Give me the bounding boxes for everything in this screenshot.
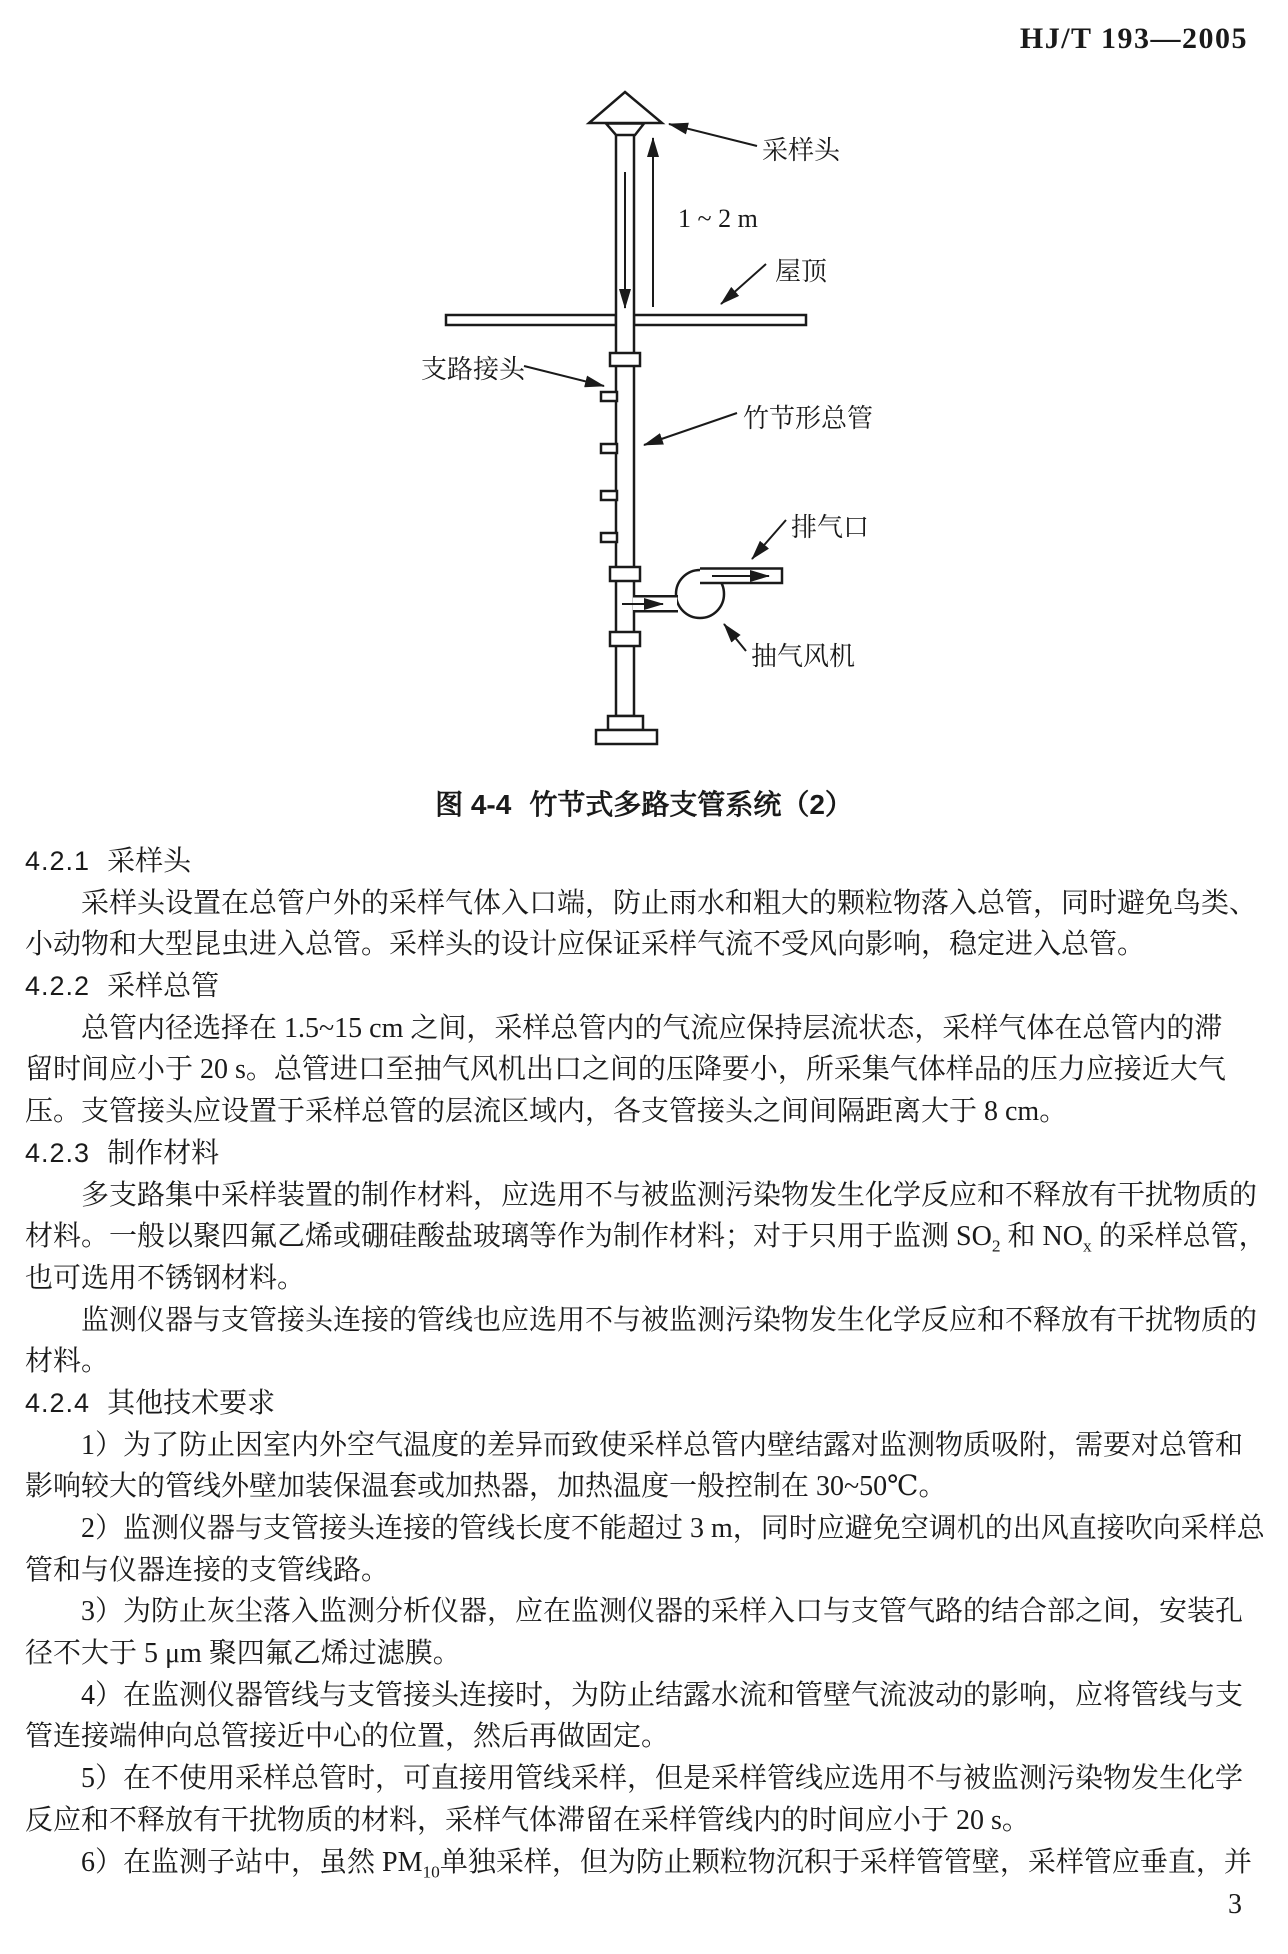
section-title: 采样总管 xyxy=(107,971,220,1003)
text-line: 留时间应小于 20 s。总管进口至抽气风机出口之间的压降要小，所采集气体样品的压力应接近大气 xyxy=(25,1054,1226,1086)
text-line: 多支路集中采样装置的制作材料，应选用不与被监测污染物发生化学反应和不释放有干扰物质的 xyxy=(81,1179,1258,1211)
text-line: 总管内径选择在 1.5~15 cm 之间，采样总管内的气流应保持层流状态，采样气体在总管内的滞 xyxy=(81,1012,1223,1044)
text-line: 径不大于 5 μm 聚四氟乙烯过滤膜。 xyxy=(25,1638,461,1670)
figure-4-4-diagram xyxy=(380,70,890,760)
text-line: 4）在监测仪器管线与支管接头连接时，为防止结露水流和管壁气流波动的影响，应将管线与支 xyxy=(81,1679,1244,1711)
doc-code: HJ/T 193—2005 xyxy=(1019,22,1248,55)
section-number: 4.2.3 xyxy=(25,1137,91,1168)
pedestal-upper xyxy=(608,716,643,730)
text-line: 管和与仪器连接的支管线路。 xyxy=(25,1554,390,1586)
label-exhaust-fan: 抽气风机 xyxy=(751,642,856,671)
branch-connector-tab xyxy=(601,491,617,500)
text-line: 监测仪器与支管接头连接的管线也应选用不与被监测污染物发生化学反应和不释放有干扰物质的 xyxy=(81,1304,1258,1336)
figure-caption-title: 竹节式多路支管系统（2） xyxy=(529,789,853,820)
label-branch-connector: 支路接头 xyxy=(421,355,526,384)
section-heading xyxy=(25,966,1265,1008)
page-number: 3 xyxy=(1228,1889,1242,1920)
text-line: 材料。一般以聚四氟乙烯或硼硅酸盐玻璃等作为制作材料；对于只用于监测 $SO_2$ 和 $NO_x$ 的采样总管， xyxy=(25,1221,1267,1256)
sampling-head-cap xyxy=(589,92,662,123)
section-heading xyxy=(25,1383,1265,1425)
text-line: 反应和不释放有干扰物质的材料，采样气体滞留在采样管线内的时间应小于 20 s。 xyxy=(25,1804,1030,1836)
leader-exhaust-outlet xyxy=(752,520,786,559)
label-dimension: 1 ~ 2 m xyxy=(678,204,758,233)
figure-caption xyxy=(0,783,1288,823)
text-line: 3）为防止灰尘落入监测分析仪器，应在监测仪器的采样入口与支管气路的结合部之间，安装孔 xyxy=(81,1596,1244,1628)
leader-branch-connector xyxy=(524,366,604,386)
leader-exhaust-fan xyxy=(724,624,746,651)
text-line: 2）监测仪器与支管接头连接的管线长度不能超过 3 m，同时应避免空调机的出风直接吹向采样总 xyxy=(81,1513,1265,1544)
body-text xyxy=(25,841,1265,1883)
branch-connector-tab xyxy=(601,533,617,542)
label-bamboo-main-pipe: 竹节形总管 xyxy=(743,404,874,433)
pedestal-base xyxy=(596,730,657,744)
branch-connector-tab xyxy=(601,392,617,401)
text-line: 管连接端伸向总管接近中心的位置，然后再做固定。 xyxy=(25,1721,670,1753)
bamboo-joint-collar xyxy=(610,353,640,366)
text-line: 5）在不使用采样总管时，可直接用管线采样，但是采样管线应选用不与被监测污染物发生化学 xyxy=(81,1763,1244,1795)
section-number: 4.2.2 xyxy=(25,971,91,1002)
text-line: 小动物和大型昆虫进入总管。采样头的设计应保证采样气流不受风向影响，稳定进入总管。 xyxy=(25,929,1146,961)
section-number: 4.2.1 xyxy=(25,846,91,876)
text-line: 压。支管接头应设置于采样总管的层流区域内，各支管接头之间间隔距离大于 8 cm。 xyxy=(25,1096,1068,1128)
text-line: 材料。 xyxy=(25,1346,110,1378)
label-sampling-head: 采样头 xyxy=(762,136,841,165)
leader-sampling-head xyxy=(669,124,757,146)
text-line: 采样头设置在总管户外的采样气体入口端，防止雨水和粗大的颗粒物落入总管，同时避免鸟类、 xyxy=(81,887,1258,919)
text-line: 也可选用不锈钢材料。 xyxy=(25,1262,306,1294)
label-exhaust-outlet: 排气口 xyxy=(791,513,870,542)
sampling-head-neck xyxy=(606,124,644,136)
branch-connector-tab xyxy=(601,444,617,453)
bamboo-joint-collar xyxy=(610,567,640,581)
section-number: 4.2.4 xyxy=(25,1387,91,1418)
section-heading xyxy=(25,841,1265,883)
text-line: 6）在监测子站中，虽然 $PM_{10}$单独采样，但为防止颗粒物沉积于采样管管壁，采样管应垂直，并 xyxy=(81,1846,1252,1882)
section-title: 采样头 xyxy=(107,846,192,877)
label-roof: 屋顶 xyxy=(775,257,828,286)
figure-caption-number: 图 4-4 xyxy=(435,789,512,820)
leader-roof xyxy=(721,264,766,304)
section-title: 其他技术要求 xyxy=(107,1387,276,1419)
bamboo-joint-collar xyxy=(610,632,640,646)
text-line: 1）为了防止因室内外空气温度的差异而致使采样总管内壁结露对监测物质吸附，需要对总管和 xyxy=(81,1429,1244,1461)
leader-bamboo-pipe xyxy=(644,413,737,445)
section-heading xyxy=(25,1133,1265,1175)
roof-left-bar xyxy=(446,315,616,325)
roof-right-bar xyxy=(634,315,806,325)
text-line: 影响较大的管线外壁加装保温套或加热器，加热温度一般控制在 30~50℃。 xyxy=(25,1471,947,1503)
section-title: 制作材料 xyxy=(107,1137,220,1169)
